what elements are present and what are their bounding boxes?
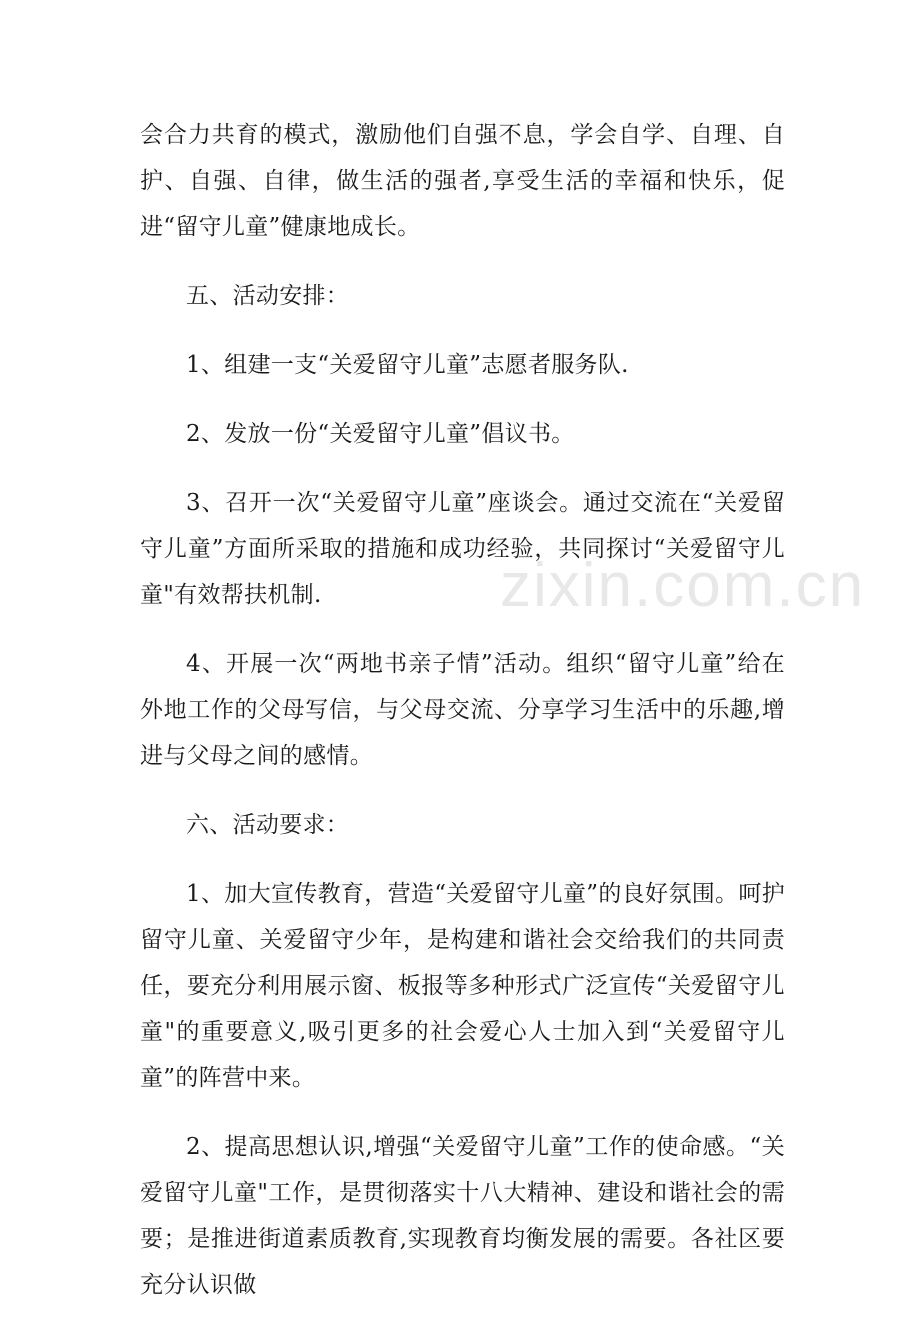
list-item: 2、发放一份“关爱留守儿童”倡议书。 (186, 421, 575, 447)
list-item: 4、开展一次“两地书亲子情”活动。组织“留守儿童”给在外地工作的父母写信，与父母交流、分享学习生活中的乐趣,增进与父母之间的感情。 (140, 651, 785, 769)
watermark-logo: zixin.com.cn (500, 551, 866, 620)
paragraph-continuation: 会合力共育的模式，激励他们自强不息，学会自学、自理、自护、自强、自律，做生活的强者,享受生活的幸福和快乐，促进“留守儿童”健康地成长。 (140, 122, 785, 240)
list-item: 3、召开一次“关爱留守儿童”座谈会。通过交流在“关爱留守儿童”方面所采取的措施和成功经验，共同探讨“关爱留守儿童"有效帮扶机制. (140, 490, 785, 608)
document-page (140, 112, 785, 1331)
list-item: 1、组建一支“关爱留守儿童”志愿者服务队. (186, 352, 629, 378)
section-heading-activity-requirements: 六、活动要求： (186, 812, 350, 838)
section-heading-activity-arrangement: 五、活动安排： (186, 283, 350, 309)
list-item: 1、加大宣传教育，营造“关爱留守儿童”的良好氛围。呵护留守儿童、关爱留守少年，是构建和谐社会交给我们的共同责任，要充分利用展示窗、板报等多种形式广泛宣传“关爱留守儿童"的重要意义,吸引更多的社会爱心人士加入到“关爱留守儿童”的阵营中来。 (140, 881, 785, 1091)
list-item: 2、提高思想认识,增强“关爱留守儿童”工作的使命感。“关爱留守儿童"工作，是贯彻落实十八大精神、建设和谐社会的需要；是推进街道素质教育,实现教育均衡发展的需要。各社区要充分认识做 (140, 1134, 785, 1298)
